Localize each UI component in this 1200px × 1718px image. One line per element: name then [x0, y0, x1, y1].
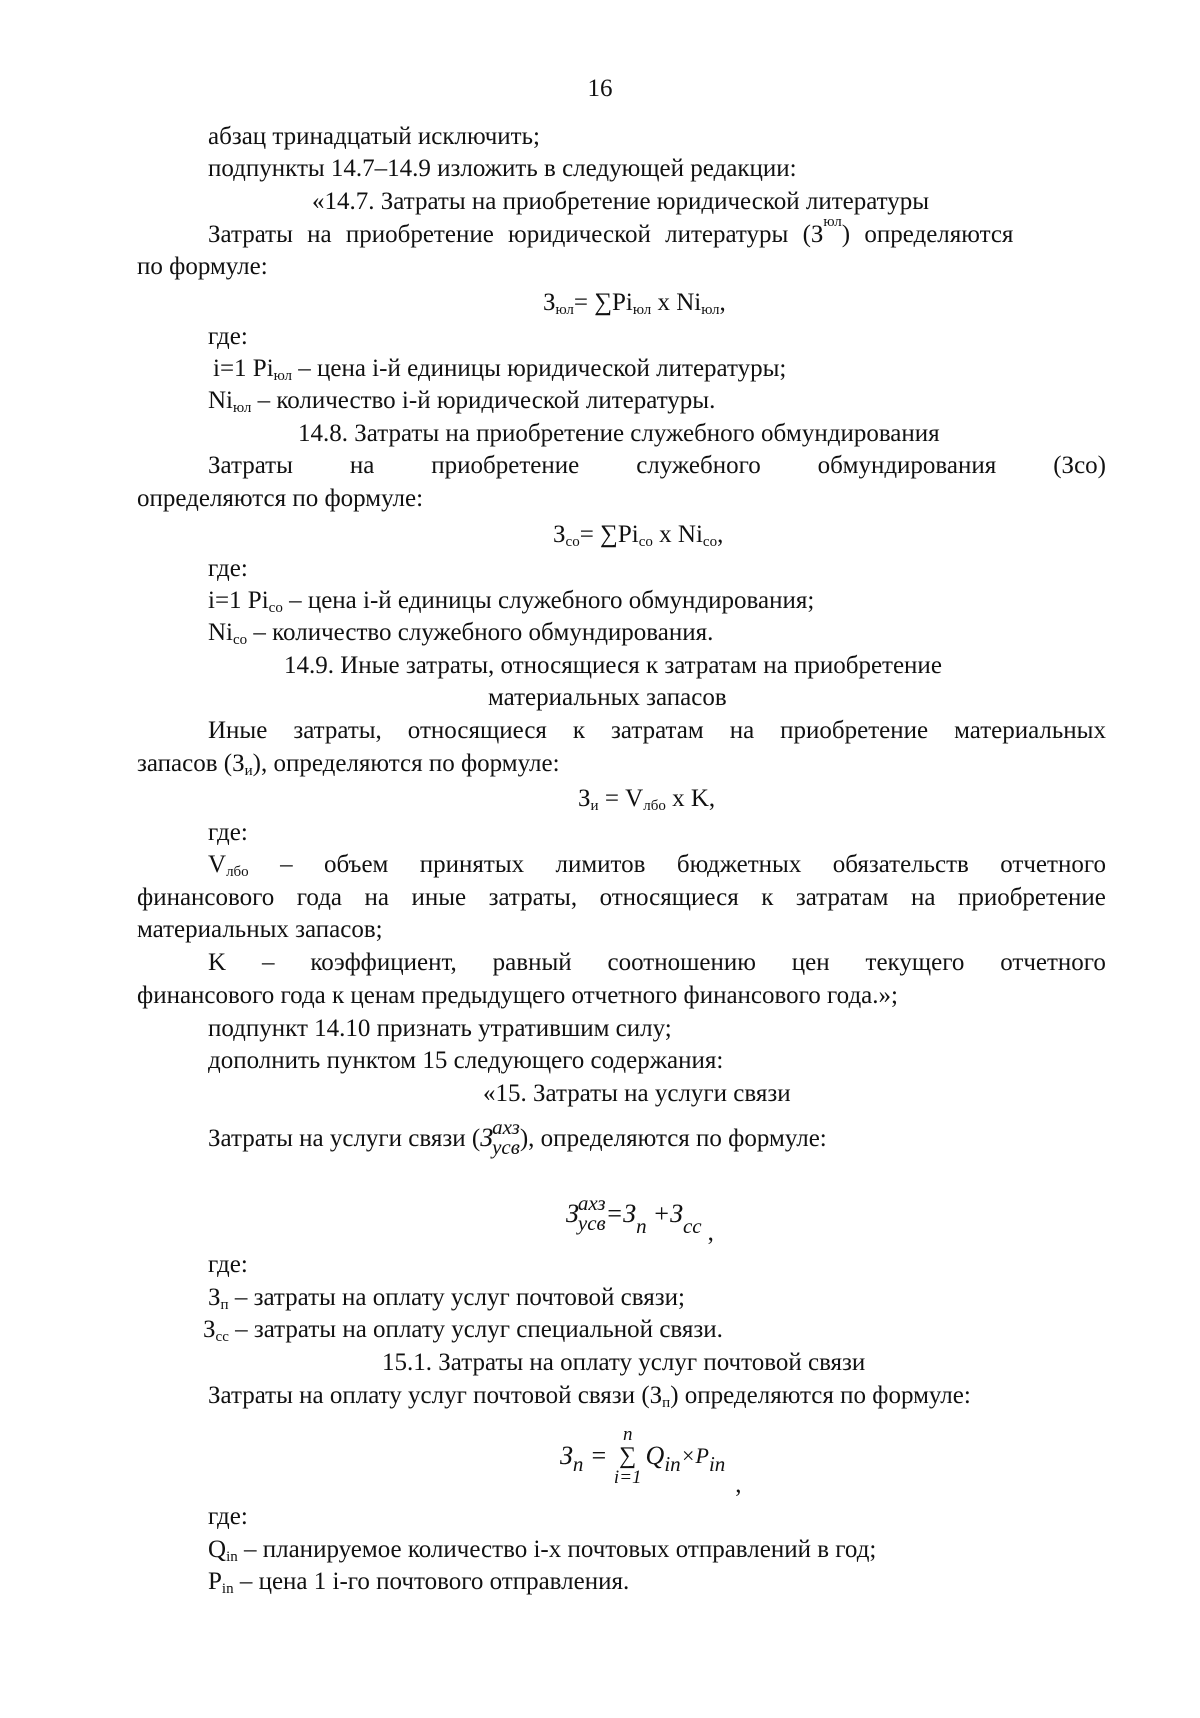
text-part: Ni	[208, 387, 233, 414]
word: K	[208, 949, 227, 976]
formula-part: ×P	[680, 1443, 709, 1468]
formula-symbol: З	[566, 1199, 579, 1228]
word: $V_{лбо}$	[208, 851, 249, 880]
section-heading-14-8: 14.8. Затраты на приобретение служебного обмундирования	[298, 420, 940, 447]
text-part: З	[208, 1284, 221, 1311]
formula-part: x K,	[665, 785, 716, 812]
text-part: Затраты на оплату услуг почтовой связи (З	[208, 1382, 663, 1409]
sum-operator	[614, 1425, 642, 1487]
word: на	[364, 884, 389, 911]
paragraph-line: по формуле:	[137, 253, 268, 280]
subscript: со	[233, 632, 248, 648]
subscript: со	[565, 534, 580, 550]
subscript: и	[590, 798, 599, 814]
subscript: и	[244, 763, 253, 779]
paragraph-line-justified	[208, 453, 1106, 478]
formula-symbol: З	[543, 289, 556, 316]
formula-part: +З	[652, 1199, 683, 1228]
word: относящиеся	[407, 717, 547, 744]
word: затраты,	[488, 884, 578, 911]
word: материальных	[954, 717, 1106, 744]
sum-lower-limit: i=1	[613, 1467, 642, 1488]
word: на	[729, 717, 755, 744]
sum-symbol: ∑	[619, 1443, 637, 1469]
formula-symbol: З	[578, 785, 591, 812]
text-part: Затраты на приобретение юридической литературы (З	[208, 221, 824, 248]
subscript: юл	[273, 368, 292, 384]
formula-part: ,	[717, 521, 724, 548]
definition-line	[208, 587, 815, 616]
sum-upper-limit: n	[622, 1424, 633, 1445]
subscript: юл	[701, 302, 720, 318]
paragraph-line	[208, 1115, 827, 1161]
subscript: п	[220, 1297, 229, 1313]
subscript: юл	[823, 214, 842, 230]
formula-part: x Ni	[652, 521, 703, 548]
section-heading-14-7: «14.7. Затраты на приобретение юридической литературы	[312, 188, 930, 215]
word: служебного	[636, 452, 761, 479]
subscript: юл	[233, 400, 252, 416]
definition-line-justified	[208, 950, 1106, 975]
word: Иные	[208, 717, 268, 744]
where-label: где:	[208, 1251, 248, 1278]
paragraph-line	[137, 750, 560, 779]
subscript: сс	[682, 1213, 702, 1238]
word: соотношению	[607, 949, 756, 976]
word: текущего	[865, 949, 965, 976]
subscript: со	[638, 534, 653, 550]
formula-legal-literature	[543, 289, 726, 318]
formula-uniform	[553, 521, 724, 550]
definition-line	[208, 619, 714, 648]
subscript: п	[572, 1451, 584, 1476]
text-part: – цена i-й единицы служебного обмундирования;	[282, 587, 815, 614]
subscript: in	[226, 1549, 238, 1565]
word: равный	[492, 949, 572, 976]
text-part: – цена i-й единицы юридической литературы;	[291, 355, 787, 382]
formula-symbol: З	[560, 1441, 573, 1470]
formula-communication	[566, 1186, 714, 1246]
formula-part: x Ni	[651, 289, 702, 316]
formula-part: ,	[735, 1470, 742, 1498]
formula-part: =З	[605, 1199, 637, 1228]
text-part: ), определяются по формуле:	[519, 1124, 827, 1152]
formula-part: ,	[707, 1218, 714, 1246]
subscript: со	[702, 534, 718, 550]
text-part: P	[208, 1568, 222, 1595]
word: затраты,	[293, 717, 382, 744]
text-part: Ni	[208, 619, 233, 646]
text-part: ), определяются по формуле:	[252, 750, 560, 777]
paragraph-line-justified	[208, 718, 1106, 743]
subscript: со	[268, 600, 283, 616]
formula-symbol: З	[480, 1123, 494, 1152]
superscript: ахз	[577, 1191, 606, 1216]
word: –	[280, 851, 293, 878]
word: –	[261, 949, 275, 976]
subscript: п	[662, 1395, 671, 1411]
word: Затраты	[208, 452, 293, 479]
subscript: лбо	[226, 864, 249, 880]
text-part: Затраты на услуги связи (	[208, 1124, 481, 1152]
word: приобретение	[957, 884, 1106, 911]
where-label: где:	[208, 819, 248, 846]
text-part: i=1 Pi	[213, 355, 274, 382]
text-part: – затраты на оплату услуг специальной связи.	[228, 1316, 723, 1343]
formula-part: ,	[719, 289, 726, 316]
subscript: in	[664, 1451, 681, 1476]
stacked-index	[492, 1115, 520, 1159]
subscript: юл	[632, 302, 652, 318]
text-part: i=1 Pi	[208, 587, 269, 614]
page-number: 16	[587, 75, 613, 102]
word: цен	[791, 949, 830, 976]
formula-part: = ∑Pi	[579, 521, 639, 548]
word: относящиеся	[599, 884, 739, 911]
paragraph-line: подпункт 14.10 признать утратившим силу;	[208, 1015, 672, 1042]
word: бюджетных	[676, 851, 802, 878]
paragraph-line: абзац тринадцатый исключить;	[208, 123, 540, 150]
word: иные	[411, 884, 467, 911]
subscript: юл	[555, 302, 574, 318]
text-part: – количество служебного обмундирования.	[247, 619, 714, 646]
word: года	[296, 884, 343, 911]
formula-part: Q	[645, 1441, 665, 1470]
section-heading-14-9: 14.9. Иные затраты, относящиеся к затратам на приобретение	[284, 652, 942, 679]
paragraph-line: дополнить пунктом 15 следующего содержания:	[208, 1047, 724, 1074]
word: приобретение	[431, 452, 580, 479]
subscript: in	[708, 1451, 726, 1476]
formula-part: =	[583, 1441, 614, 1470]
definition-line-justified	[208, 851, 1106, 880]
subscript: лбо	[643, 798, 666, 814]
word: лимитов	[555, 851, 646, 878]
text-part: – планируемое количество i-х почтовых отправлений в год;	[237, 1536, 877, 1563]
subscript: усв	[577, 1211, 606, 1235]
where-label: где:	[208, 323, 248, 350]
subscript: сс	[215, 1329, 229, 1345]
word: (Зсо)	[1053, 452, 1106, 479]
word: принятых	[419, 851, 525, 878]
word: финансового	[137, 884, 275, 911]
subscript: п	[636, 1213, 647, 1238]
where-label: где:	[208, 1503, 248, 1530]
word: отчетного	[1000, 949, 1106, 976]
text-part: – количество i-й юридической литературы.	[251, 387, 716, 414]
word: приобретение	[780, 717, 929, 744]
definition-line	[208, 387, 716, 416]
formula-part: = V	[598, 785, 644, 812]
paragraph-line	[208, 214, 1106, 248]
text-part: ) определяются	[841, 221, 1014, 248]
text-part: – цена 1 i-го почтового отправления.	[233, 1568, 630, 1595]
stacked-index	[577, 1191, 606, 1235]
text-part: ) определяются по формуле:	[670, 1382, 971, 1409]
text-part: З	[203, 1316, 216, 1343]
paragraph-line: подпункты 14.7–14.9 изложить в следующей редакции:	[208, 155, 797, 182]
text-part: Q	[208, 1536, 227, 1563]
word: затратам	[795, 884, 889, 911]
definition-line	[208, 1536, 877, 1565]
word: на	[349, 452, 375, 479]
text-part: запасов (З	[137, 750, 245, 777]
section-heading-15: «15. Затраты на услуги связи	[483, 1080, 791, 1107]
definition-line	[208, 1284, 685, 1313]
definition-line	[203, 1316, 723, 1345]
word: обмундирования	[817, 452, 997, 479]
word: на	[910, 884, 936, 911]
formula-postal	[560, 1418, 742, 1498]
word: отчетного	[1000, 851, 1106, 878]
formula-part: = ∑Pi	[573, 289, 633, 316]
superscript: ахз	[492, 1115, 520, 1140]
subscript: in	[221, 1581, 234, 1597]
formula-symbol: З	[553, 521, 566, 548]
word: обязательств	[832, 851, 969, 878]
word: к	[761, 884, 774, 911]
word: коэффициент,	[310, 949, 457, 976]
word: затратам	[611, 717, 704, 744]
paragraph-line: определяются по формуле:	[137, 485, 424, 512]
text-part: – затраты на оплату услуг почтовой связи;	[228, 1284, 685, 1311]
formula-other-costs	[578, 785, 716, 814]
definition-line	[213, 355, 787, 384]
where-label: где:	[208, 555, 248, 582]
definition-line: материальных запасов;	[137, 916, 383, 943]
word: объем	[323, 851, 389, 878]
subscript: усв	[492, 1135, 520, 1159]
section-heading-14-9-cont: материальных запасов	[488, 684, 727, 711]
word: к	[572, 717, 586, 744]
section-heading-15-1: 15.1. Затраты на оплату услуг почтовой связи	[382, 1349, 866, 1376]
definition-line-justified	[137, 885, 1106, 910]
paragraph-line	[208, 1382, 971, 1411]
definition-line: финансового года к ценам предыдущего отчетного финансового года.»;	[137, 982, 898, 1009]
definition-line	[208, 1568, 630, 1597]
